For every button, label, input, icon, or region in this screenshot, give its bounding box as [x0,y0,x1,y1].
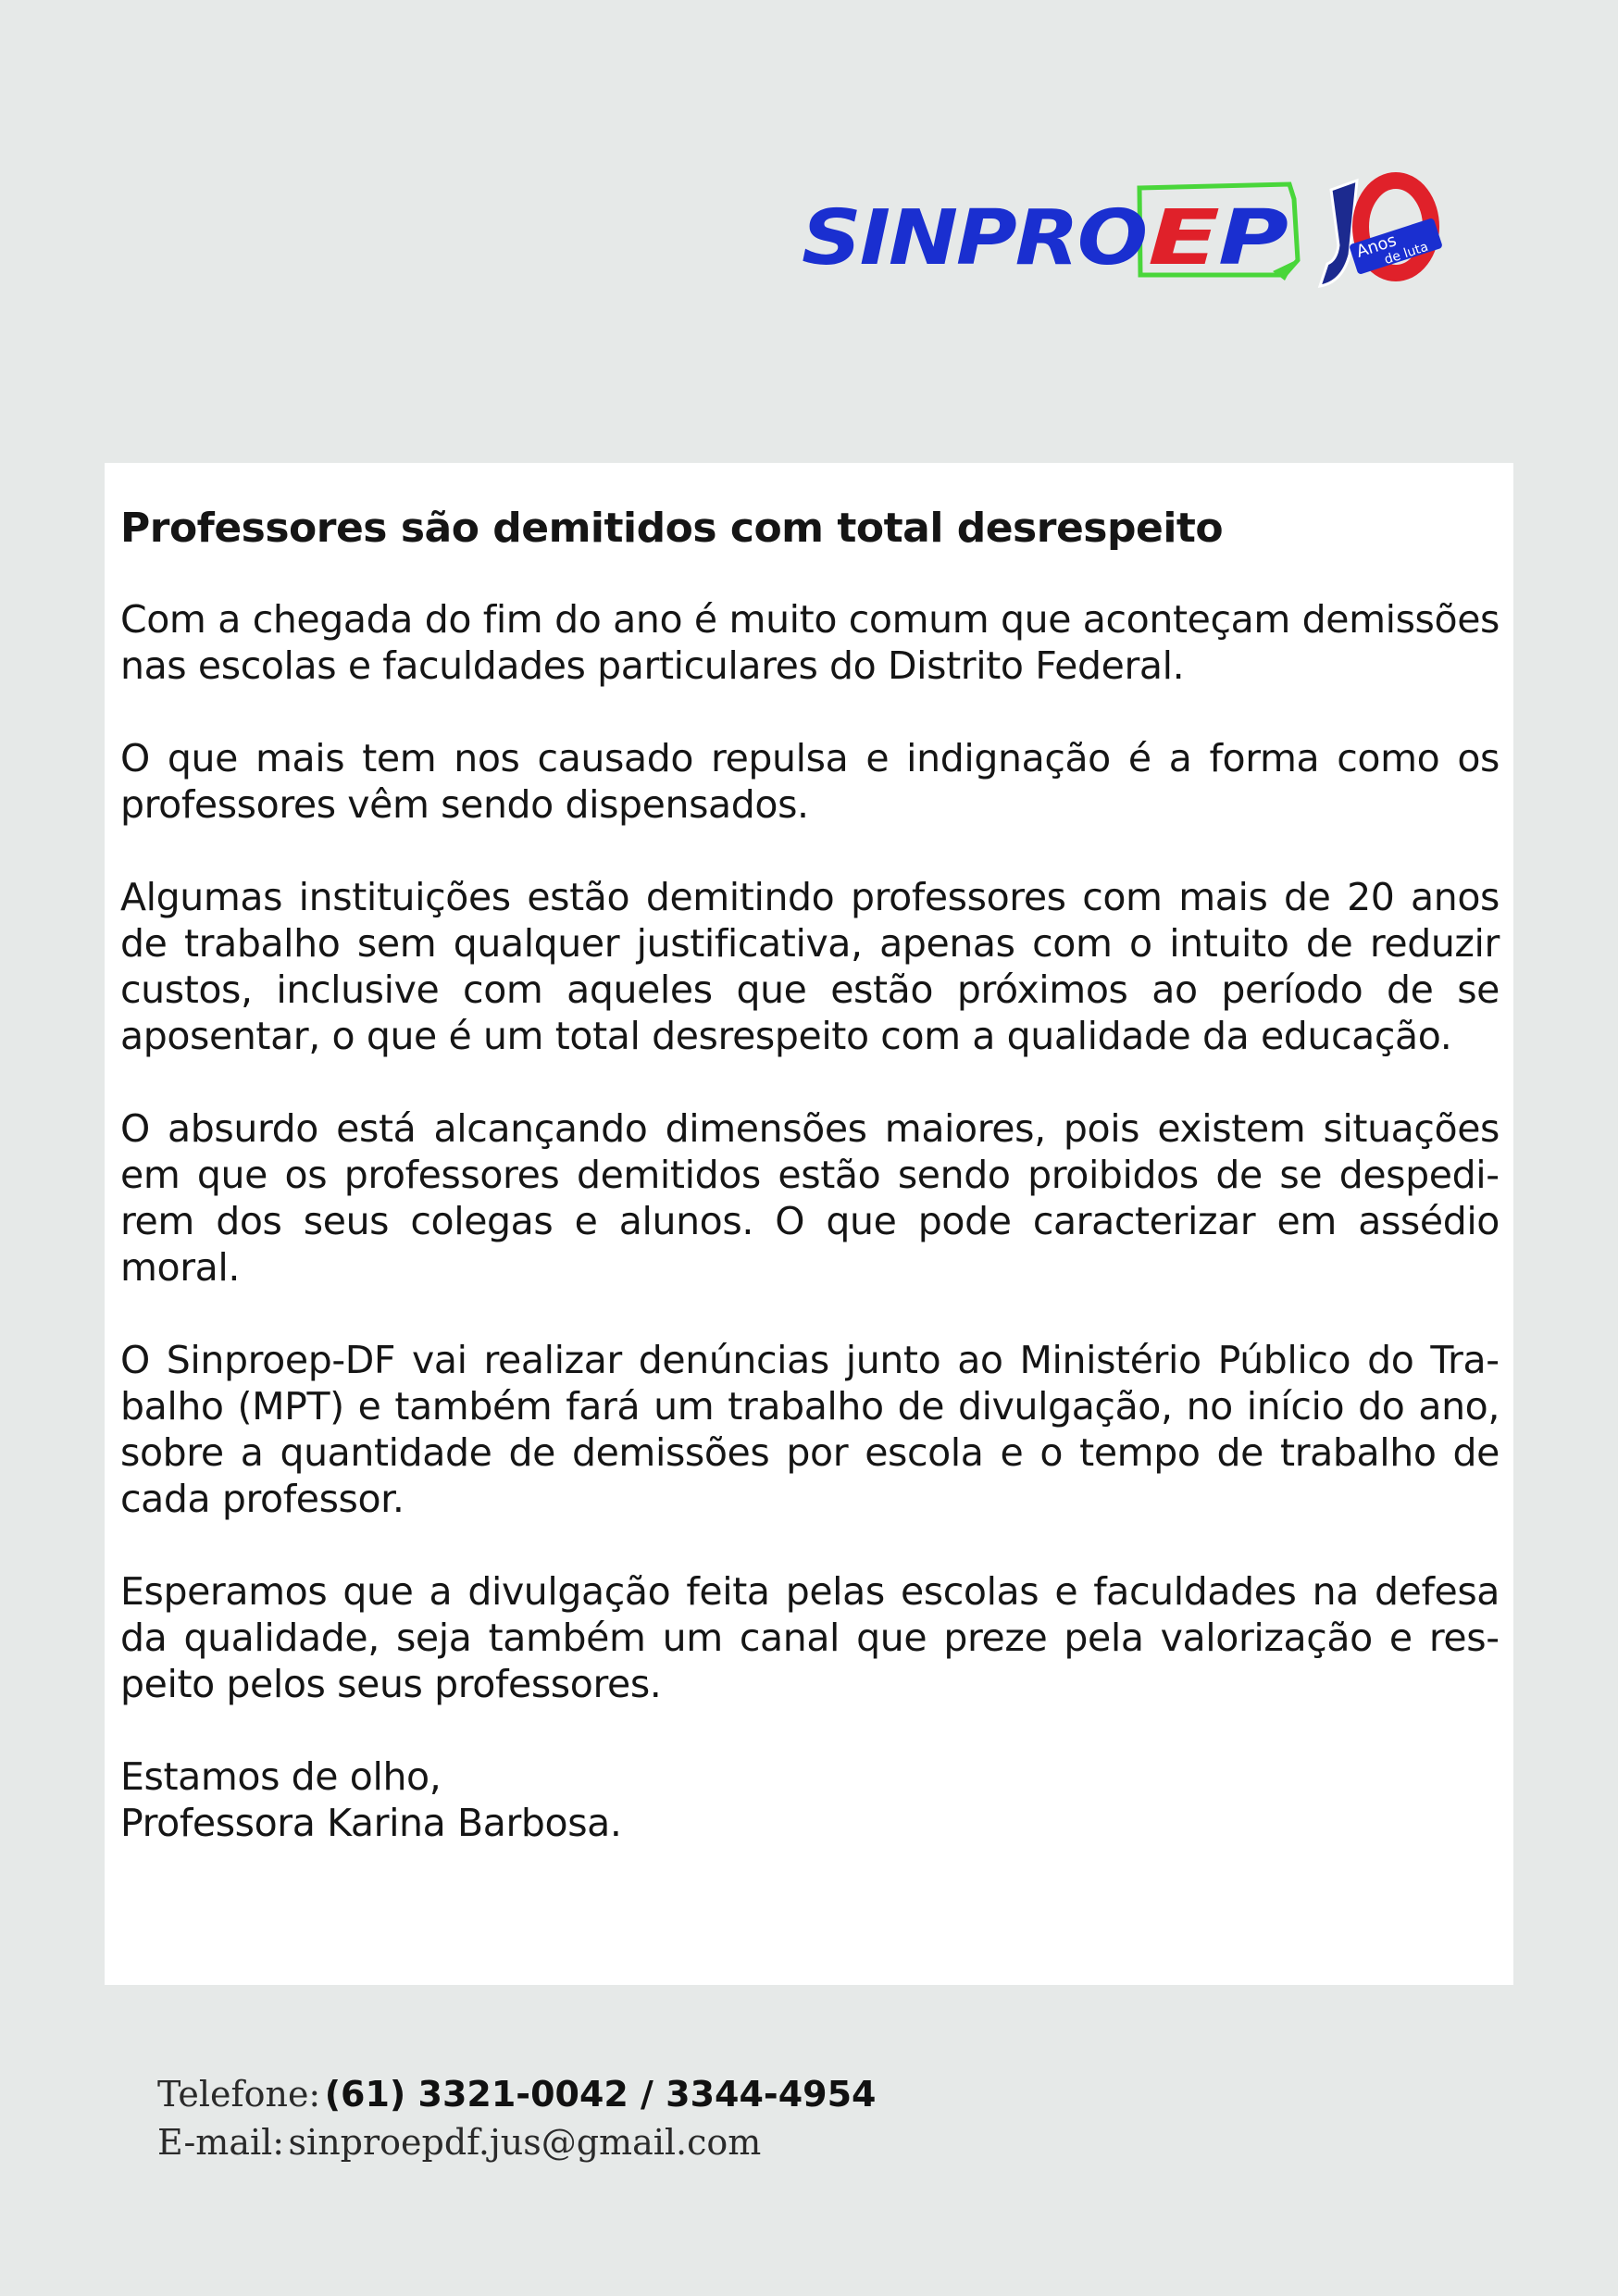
article-paragraph: O Sinproep-DF vai realizar denúncias junto ao Ministério Público do Trabalho (MPT) e também fará um trabalho de divulgação, no início do ano, sobre a quantidade de demissões por escola e o tempo de trabalho de cada professor. [120,1338,1500,1521]
article-paragraph: Esperamos que a divulgação feita pelas escolas e faculdades na defesa da qualidade, seja também um canal que preze pela valorização e respeito pelos seus professores. [120,1569,1500,1706]
sinproep-logo [796,171,1462,301]
article-paragraph: O absurdo está alcançando dimensões maiores, pois existem situações em que os professores demitidos estão sendo proibidos de se despedirem dos seus colegas e alunos. O que pode caracterizar em assédio moral. [120,1106,1500,1290]
article-paragraph: Com a chegada do fim do ano é muito comum que aconteçam demissões nas escolas e faculdades particulares do Distrito Federal. [120,597,1500,688]
sinproep-logo-graphic [796,171,1462,301]
email-line [157,2118,1083,2166]
email-label: E-mail: [157,2122,285,2163]
logo-anniversary-emblem [1320,181,1443,286]
contact-footer [157,2070,1083,2166]
email-value[interactable]: sinproepdf.jus@gmail.com [288,2122,762,2163]
phone-line [157,2070,1083,2118]
logo-anniversary-text-anos: Anos [1353,231,1400,262]
logo-digit-one [1320,181,1357,286]
logo-text-e: E [1148,194,1220,282]
article-content [120,500,1500,1846]
logo-text-sinpro: SINPRO [802,194,1146,282]
article-paragraph: O que mais tem nos causado repulsa e indignação é a forma como os professores vêm sendo dispensados. [120,736,1500,827]
logo-text-p: P [1218,194,1288,282]
phone-value: (61) 3321-0042 / 3344-4954 [324,2074,877,2115]
phone-label: Telefone: [157,2074,321,2115]
signature-line: Professora Karina Barbosa. [120,1801,622,1845]
logo-anniversary-text-luta: de luta [1382,239,1431,268]
article-title: Professores são demitidos com total desrespeito [120,505,1224,552]
article-paragraph: Algumas instituições estão demitindo professores com mais de 20 anos de trabalho sem qualquer justificativa, apenas com o intuito de reduzir custos, inclusive com aqueles que estão próximos ao período de se aposentar, o que é um total desrespeito com a qualidade da educação. [120,875,1500,1058]
closing-line: Estamos de olho, [120,1754,442,1799]
